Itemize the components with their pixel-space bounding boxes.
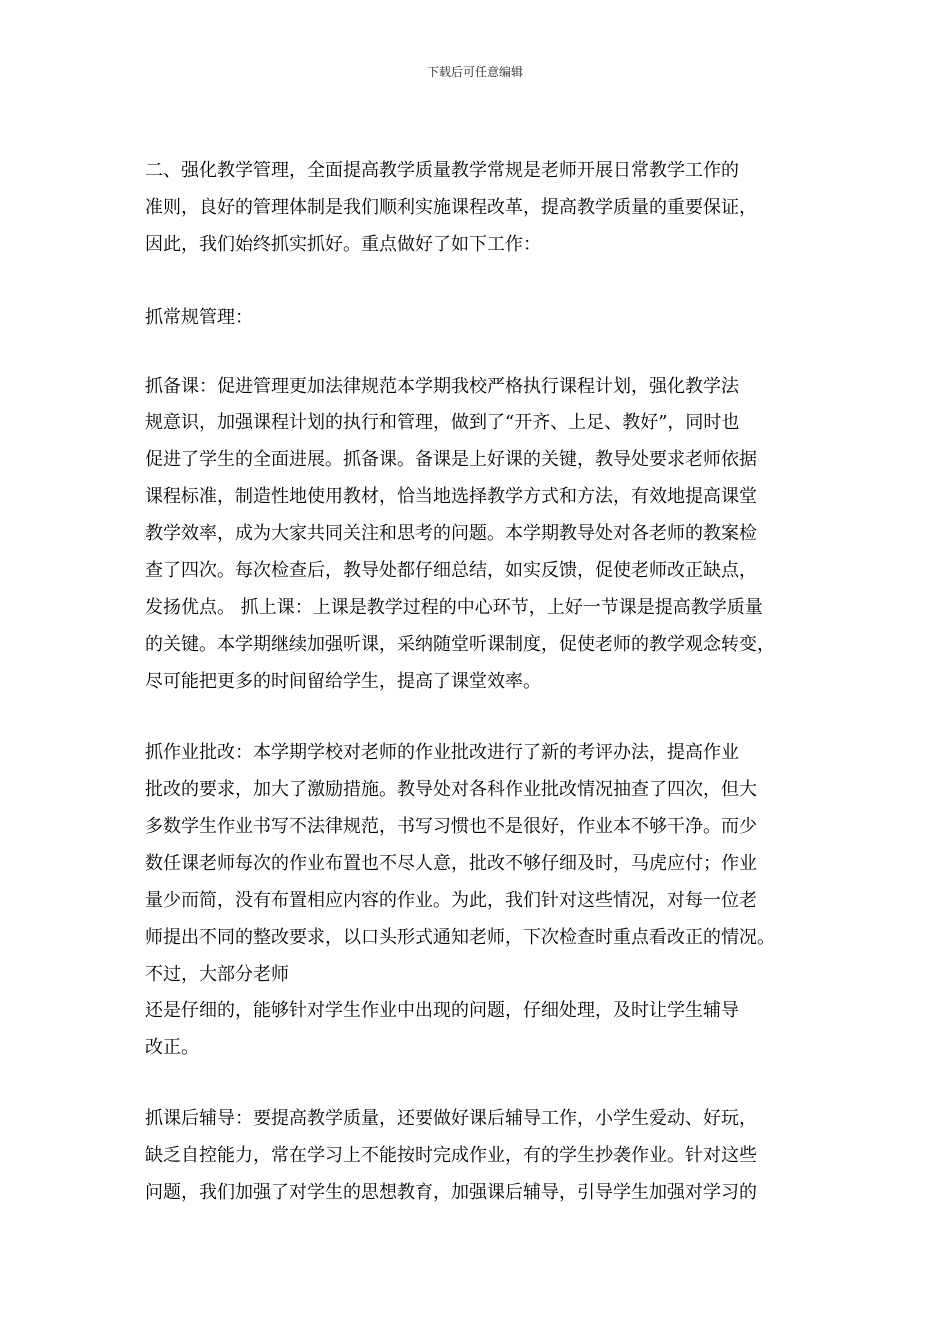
text-line: 尽可能把更多的时间留给学生，提高了课堂效率。 xyxy=(145,671,541,692)
text-line: 规意识，加强课程计划的执行和管理，做到了“开齐、上足、教好”，同时也 xyxy=(145,412,740,433)
text-line: 多数学生作业书写不法律规范，书写习惯也不是很好，作业本不够干净。而少 xyxy=(145,816,757,837)
text-line: 促进了学生的全面进展。抓备课。备课是上好课的关键，教导处要求老师依据 xyxy=(145,449,757,470)
text-line: 缺乏自控能力，常在学习上不能按时完成作业，有的学生抄袭作业。针对这些 xyxy=(145,1145,757,1166)
text-line: 课程标准，制造性地使用教材，恰当地选择教学方式和方法，有效地提高课堂 xyxy=(145,486,757,507)
text-line: 因此，我们始终抓实抓好。重点做好了如下工作： xyxy=(145,234,541,255)
text-line: 抓作业批改：本学期学校对老师的作业批改进行了新的考评办法，提高作业 xyxy=(145,742,739,763)
text-line: 师提出不同的整改要求，以口头形式通知老师，下次检查时重点看改正的情况。 xyxy=(145,927,775,948)
text-line: 的关键。本学期继续加强听课，采纳随堂听课制度，促使老师的教学观念转变， xyxy=(145,634,775,655)
text-line: 批改的要求，加大了激励措施。教导处对各科作业批改情况抽查了四次，但大 xyxy=(145,779,757,800)
text-line: 还是仔细的，能够针对学生作业中出现的问题，仔细处理，及时让学生辅导 xyxy=(145,1000,739,1021)
text-line: 发扬优点。 抓上课：上课是教学过程的中心环节，上好一节课是提高教学质量 xyxy=(145,597,763,618)
text-line: 抓课后辅导：要提高教学质量，还要做好课后辅导工作，小学生爱动、好玩， xyxy=(145,1108,757,1129)
text-line: 抓常规管理： xyxy=(145,307,253,328)
text-line: 准则，良好的管理体制是我们顺利实施课程改革，提高教学质量的重要保证， xyxy=(145,197,757,218)
text-line: 二、强化教学管理，全面提高教学质量教学常规是老师开展日常教学工作的 xyxy=(145,160,739,181)
text-line: 抓备课：促进管理更加法律规范本学期我校严格执行课程计划，强化教学法 xyxy=(145,376,739,397)
text-line: 量少而简，没有布置相应内容的作业。为此，我们针对这些情况，对每一位老 xyxy=(145,890,757,911)
text-line: 数任课老师每次的作业布置也不尽人意，批改不够仔细及时，马虎应付；作业 xyxy=(145,853,757,874)
text-line: 教学效率，成为大家共同关注和思考的问题。本学期教导处对各老师的教案检 xyxy=(145,523,757,544)
text-line: 问题，我们加强了对学生的思想教育，加强课后辅导，引导学生加强对学习的 xyxy=(145,1182,757,1203)
page-header: 下载后可任意编辑 xyxy=(426,65,523,79)
text-line: 查了四次。每次检查后，教导处都仔细总结，如实反馈，促使老师改正缺点， xyxy=(145,560,757,581)
text-line: 改正。 xyxy=(145,1037,199,1058)
text-line: 不过，大部分老师 xyxy=(145,964,289,985)
